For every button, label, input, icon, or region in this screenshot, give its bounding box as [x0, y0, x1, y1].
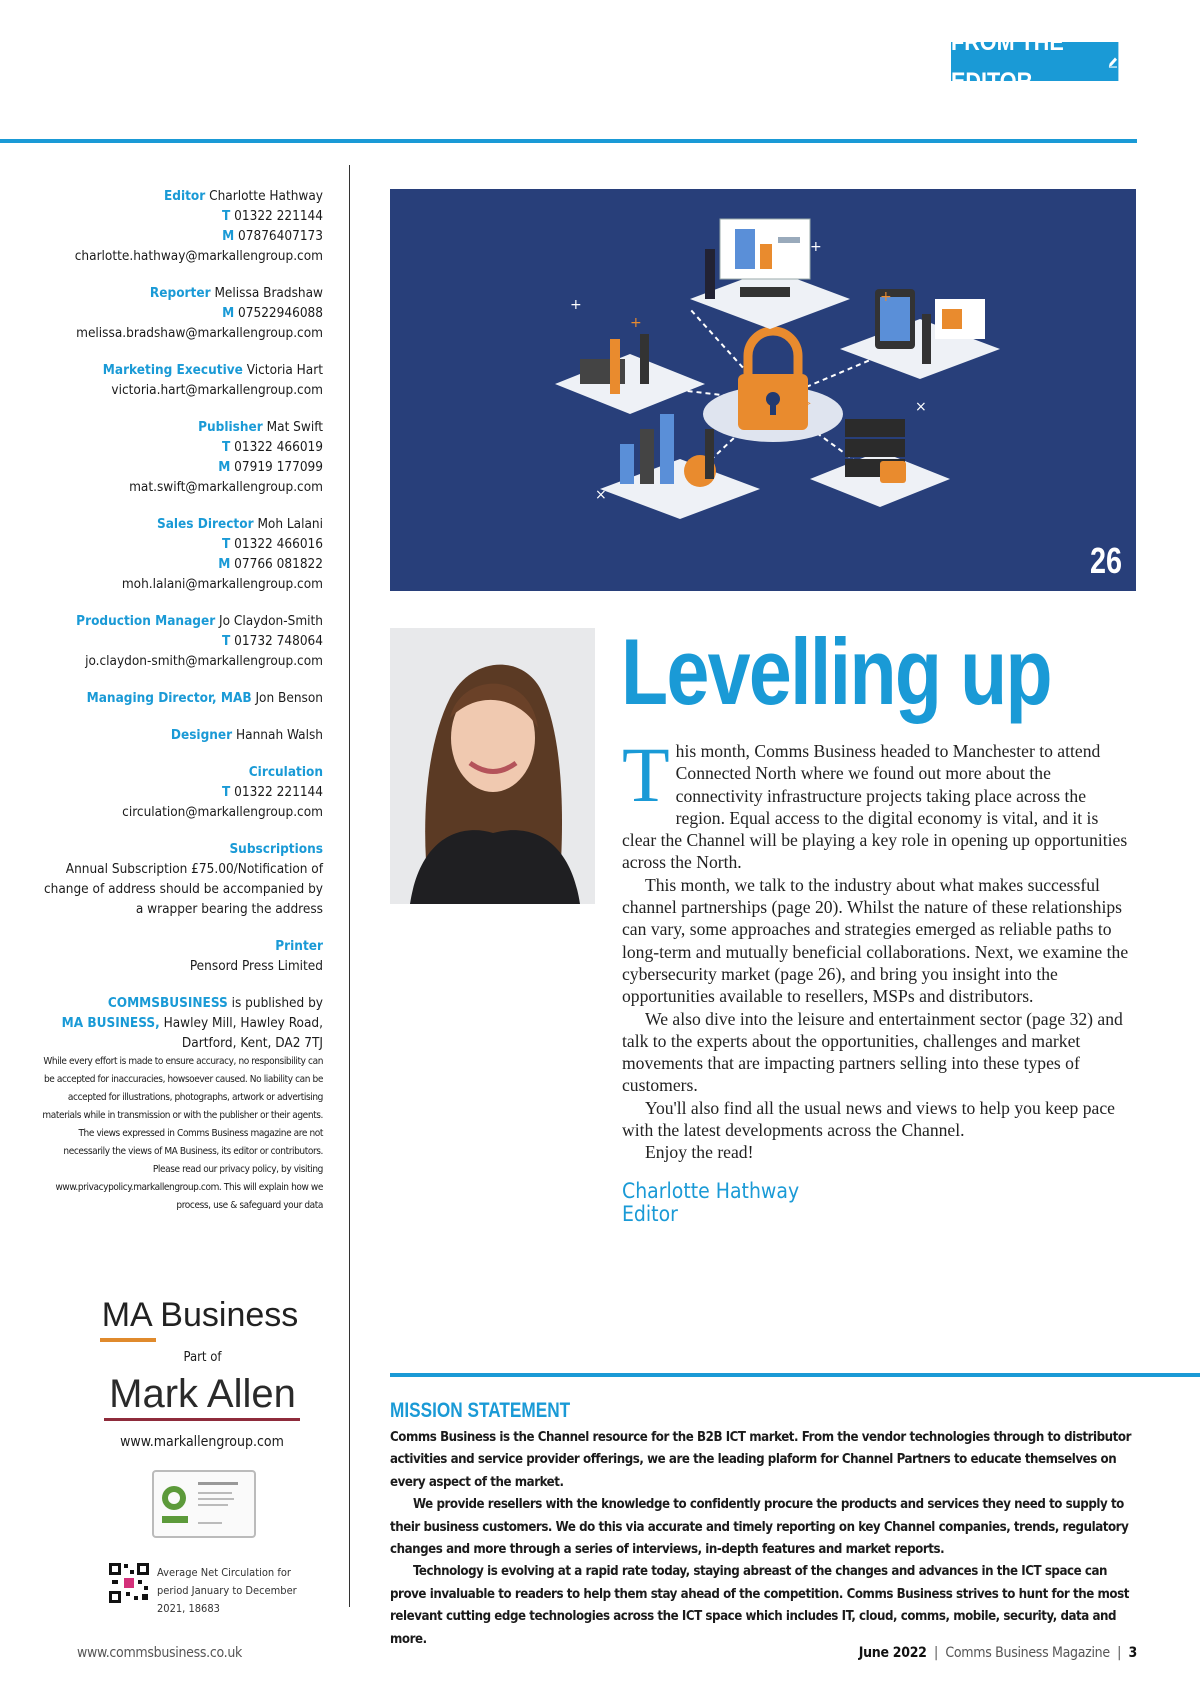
svg-text:+: +	[880, 289, 892, 305]
masthead-publishing: COMMSBUSINESS is published by MA BUSINESS, Hawley Mill, Hawley Road, Dartford, Kent, DA2 7TJ While every effort is made to ensure accuracy, no responsibility can be accepted for inaccuracies, howsoever caused. No liability can be accepted for illustrations, photographs, artwork or advertising materials while in transmission or with the publisher or their agents. The views expressed in Comms Business magazine are not necessarily the views of MA Business, its editor or contributors. Please read our privacy policy, by visiting www.privacypolicy.markallengroup.com. This will explain how we process, use & safeguard your data	[40, 993, 323, 1215]
mark-allen-underline	[104, 1418, 300, 1421]
circulation-note: Average Net Circulation for period January to December 2021, 18683	[157, 1566, 297, 1615]
pefc-certified-logo	[152, 1470, 256, 1538]
cybersecurity-illustration	[390, 189, 1136, 591]
mission-paragraph: We provide resellers with the knowledge to confidently procure the products and services they need to supply to their business customers. We do this via accurate and timely reporting on key Channel companies, trends, regulatory changes and more through a series of interviews, in-depth features and market reports.	[390, 1497, 1129, 1558]
article-paragraph: You'll also find all the usual news and views to help you keep pace with the latest developments across the Channel.	[622, 1097, 1115, 1141]
column-divider	[349, 165, 350, 1607]
mission-paragraph: Technology is evolving at a rapid rate today, staying abreast of the changes and advances in the ICT space can prove invaluable to readers to help them stay ahead of the competition. Comms Business strives to hunt for the most relevant cutting edge technologies across the ICT space which includes IT, cloud, comms, mobile, security, data and more.	[390, 1564, 1129, 1647]
masthead-marketing: Marketing Executive Victoria Hart victoria.hart@markallengroup.com	[40, 360, 323, 400]
masthead	[40, 186, 323, 1215]
markallen-website-link[interactable]: www.markallengroup.com	[120, 1434, 284, 1450]
ma-logo-underline	[100, 1338, 156, 1342]
masthead-md: Managing Director, MAB Jon Benson	[86, 690, 323, 706]
disclaimer: While every effort is made to ensure accuracy, no responsibility can be accepted for inaccuracies, howsoever caused. No liability can be accepted for illustrations, photographs, artwork or advertising materials while in transmission or with the publisher or their agents. The views expressed in Comms Business magazine are not necessarily the views of MA Business, its editor or contributors. Please read our privacy policy, by visiting www.privacypolicy.markallengroup.com. This will explain how we process, use & safeguard your data	[42, 1056, 323, 1211]
pencil-icon	[1108, 54, 1119, 70]
marketing-email[interactable]: victoria.hart@markallengroup.com	[111, 382, 323, 398]
footer-website[interactable]: www.commsbusiness.co.uk	[77, 1645, 243, 1661]
svg-text:+: +	[570, 297, 582, 313]
masthead-designer: Designer Hannah Walsh	[170, 727, 323, 743]
masthead-subscriptions: Subscriptions Annual Subscription £75.00/Notification of change of address should be accompanied by a wrapper bearing the address	[43, 841, 323, 917]
top-rule	[0, 139, 1137, 143]
section-tag-label: FROM THE EDITOR	[951, 28, 1064, 95]
article-paragraph: We also dive into the leisure and entertainment sector (page 32) and talk to the experts about the opportunities, challenges and market movements that are impacting partners selling into these types of customers.	[622, 1008, 1123, 1096]
section-tag	[951, 28, 1118, 95]
article-paragraph: Enjoy the read!	[645, 1142, 754, 1163]
part-of-label: Part of	[183, 1350, 222, 1365]
mission-statement	[390, 1427, 1137, 1651]
ma-business-logo: MA Business	[101, 1296, 299, 1334]
editor-portrait	[390, 628, 595, 904]
article-headline: Levelling up	[621, 619, 1052, 724]
circulation-email[interactable]: circulation@markallengroup.com	[122, 804, 323, 820]
mark-allen-logo: Mark Allen	[109, 1372, 296, 1416]
masthead-reporter: Reporter Melissa Bradshaw M 07522946088 melissa.bradshaw@markallengroup.com	[40, 283, 323, 343]
sales-email[interactable]: moh.lalani@markallengroup.com	[121, 576, 323, 592]
dropcap: T	[622, 731, 670, 818]
svg-text:▷: ▷	[800, 395, 811, 411]
masthead-publisher: Publisher Mat Swift T 01322 466019 M 07919 177099 mat.swift@markallengroup.com	[40, 417, 323, 497]
reporter-email[interactable]: melissa.bradshaw@markallengroup.com	[76, 325, 323, 341]
masthead-sales: Sales Director Moh Lalani T 01322 466016 M 07766 081822 moh.lalani@markallengroup.com	[40, 514, 323, 594]
qr-code-icon	[108, 1562, 150, 1604]
svg-text:+: +	[630, 315, 642, 331]
mission-rule	[390, 1373, 1200, 1377]
masthead-circulation: Circulation T 01322 221144 circulation@markallengroup.com	[40, 762, 323, 822]
svg-text:×: ×	[595, 487, 607, 503]
signature-role: Editor	[622, 1202, 678, 1226]
footer-issue-info: June 2022 | Comms Business Magazine | 3	[858, 1645, 1137, 1661]
publisher-email[interactable]: mat.swift@markallengroup.com	[129, 479, 323, 495]
production-email[interactable]: jo.claydon-smith@markallengroup.com	[85, 653, 323, 669]
mission-title: MISSION STATEMENT	[390, 1399, 571, 1422]
masthead-production: Production Manager Jo Claydon-Smith T 01732 748064 jo.claydon-smith@markallengroup.com	[40, 611, 323, 671]
article-body: This month, Comms Business headed to Manchester to attend Connected North where we found out more about the connectivity infrastructure projects taking place across the region. Equal access to the digital economy is vital, and it is clear the Channel will be playing a key role in opening up opportunities across the North. This month, we talk to the industry about what makes successful channel partnerships (page 20). Whilst the nature of these relationships can vary, some approaches and strategies emerged as reliable paths to long-term and mutually beneficial collaborations. Next, we examine the cybersecurity market (page 26), and bring you insight into the opportunities available to resellers, MSPs and distributors. We also dive into the leisure and entertainment sector (page 32) and talk to the experts about the opportunities, challenges and market movements that are impacting partners selling into these types of customers. You'll also find all the usual news and views to help you keep pace with the latest developments across the Channel. Enjoy the read!	[622, 740, 1136, 1164]
svg-text:+: +	[810, 239, 822, 255]
editor-email[interactable]: charlotte.hathway@markallengroup.com	[74, 248, 323, 264]
hero-page-number: 26	[1090, 540, 1123, 581]
signature-name: Charlotte Hathway	[622, 1179, 800, 1203]
masthead-editor: Editor Charlotte Hathway T 01322 221144 M 07876407173 charlotte.hathway@markallengroup.com	[40, 186, 323, 266]
article-paragraph: This month, we talk to the industry about what makes successful channel partnerships (page 20). Whilst the nature of these relationships can vary, some approaches and strategies emerged as reliable paths to long-term and mutually beneficial collaborations. Next, we examine the cybersecurity market (page 26), and bring you insight into the opportunities available to resellers, MSPs and distributors.	[622, 874, 1129, 1007]
svg-text:×: ×	[915, 399, 927, 415]
mission-paragraph: Comms Business is the Channel resource for the B2B ICT market. From the vendor technologies through to distributor activities and service provider offerings, we are the leading plaform for Channel Partners to educate themselves on every aspect of the market.	[390, 1430, 1131, 1490]
masthead-printer: Printer Pensord Press Limited	[189, 938, 323, 974]
